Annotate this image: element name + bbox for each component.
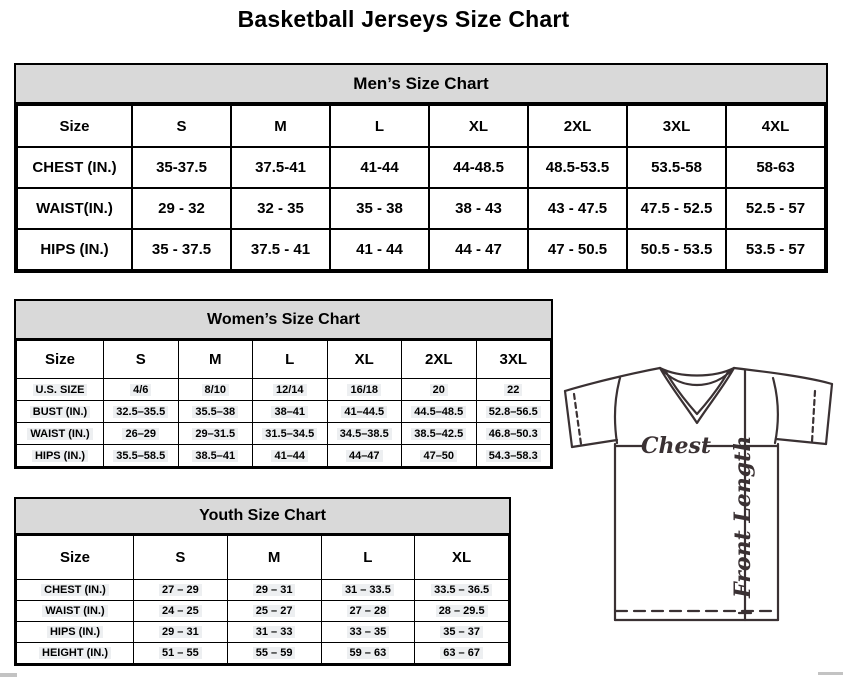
measurement-row xyxy=(17,188,825,229)
value-cell: 35.5–58.5 xyxy=(104,445,179,467)
size-header-3xl: 3XL xyxy=(476,341,551,379)
size-header-m: M xyxy=(227,536,321,580)
measurement-row xyxy=(17,622,509,643)
left-sleeve-bottom-edge xyxy=(572,440,617,447)
value-cell: 53.5-58 xyxy=(627,147,726,188)
womens-size-table xyxy=(16,340,551,467)
measurement-row xyxy=(17,643,509,664)
size-header-4xl: 4XL xyxy=(726,105,825,147)
value-cell: 29 – 31 xyxy=(134,622,228,643)
value-cell: 33.5 – 36.5 xyxy=(415,580,509,601)
value-cell: 31 – 33.5 xyxy=(321,580,415,601)
measurement-row xyxy=(17,580,509,601)
size-header-xl: XL xyxy=(327,341,402,379)
jersey-diagram-svg xyxy=(560,358,843,665)
womens-size-chart xyxy=(14,299,553,469)
value-cell: 8/10 xyxy=(178,379,253,401)
size-header-row xyxy=(17,341,551,379)
size-header-m: M xyxy=(178,341,253,379)
value-cell: 44-48.5 xyxy=(429,147,528,188)
value-cell: 41–44 xyxy=(253,445,328,467)
value-cell: 52.5 - 57 xyxy=(726,188,825,229)
chest-label: Chest xyxy=(640,433,712,459)
value-cell: 33 – 35 xyxy=(321,622,415,643)
left-cuff-dashed-line xyxy=(574,394,581,444)
value-cell: 27 – 29 xyxy=(134,580,228,601)
value-cell: 44.5–48.5 xyxy=(402,401,477,423)
collar-back-arc-outer xyxy=(660,368,734,376)
value-cell: 38–41 xyxy=(253,401,328,423)
bottom-left-fragment xyxy=(0,673,17,677)
youth-size-table xyxy=(16,535,509,664)
value-cell: 34.5–38.5 xyxy=(327,423,402,445)
mens-size-chart xyxy=(14,63,828,273)
value-cell: 52.8–56.5 xyxy=(476,401,551,423)
size-header-s: S xyxy=(134,536,228,580)
measurement-row xyxy=(17,445,551,467)
bottom-right-fragment xyxy=(818,672,843,675)
value-cell: 12/14 xyxy=(253,379,328,401)
value-cell: 38.5–41 xyxy=(178,445,253,467)
measurement-row xyxy=(17,601,509,622)
size-header-xl: XL xyxy=(415,536,509,580)
size-header-row xyxy=(17,536,509,580)
measurement-row xyxy=(17,423,551,445)
size-column-label: Size xyxy=(17,105,132,147)
size-header-l: L xyxy=(330,105,429,147)
size-header-xl: XL xyxy=(429,105,528,147)
value-cell: 38.5–42.5 xyxy=(402,423,477,445)
value-cell: 47.5 - 52.5 xyxy=(627,188,726,229)
value-cell: 29–31.5 xyxy=(178,423,253,445)
value-cell: 29 – 31 xyxy=(227,580,321,601)
left-sleeve-outer-edge xyxy=(565,391,572,447)
value-cell: 41-44 xyxy=(330,147,429,188)
value-cell: 25 – 27 xyxy=(227,601,321,622)
size-column-label: Size xyxy=(17,341,104,379)
value-cell: 37.5 - 41 xyxy=(231,229,330,270)
mens-size-table xyxy=(16,104,826,271)
value-cell: 37.5-41 xyxy=(231,147,330,188)
front-length-label: Front Length xyxy=(730,435,756,598)
measurement-row xyxy=(17,229,825,270)
value-cell: 44 - 47 xyxy=(429,229,528,270)
value-cell: 24 – 25 xyxy=(134,601,228,622)
row-label: HIPS (IN.) xyxy=(17,622,134,643)
value-cell: 41–44.5 xyxy=(327,401,402,423)
value-cell: 27 – 28 xyxy=(321,601,415,622)
row-label: HEIGHT (IN.) xyxy=(17,643,134,664)
left-sleeve-seam xyxy=(615,378,620,443)
right-sleeve-outer-edge xyxy=(826,384,832,444)
value-cell: 20 xyxy=(402,379,477,401)
value-cell: 55 – 59 xyxy=(227,643,321,664)
measurement-row xyxy=(17,401,551,423)
value-cell: 31.5–34.5 xyxy=(253,423,328,445)
value-cell: 51 – 55 xyxy=(134,643,228,664)
value-cell: 38 - 43 xyxy=(429,188,528,229)
value-cell: 47–50 xyxy=(402,445,477,467)
value-cell: 41 - 44 xyxy=(330,229,429,270)
value-cell: 35 – 37 xyxy=(415,622,509,643)
row-label: U.S. SIZE xyxy=(17,379,104,401)
value-cell: 50.5 - 53.5 xyxy=(627,229,726,270)
value-cell: 53.5 - 57 xyxy=(726,229,825,270)
row-label: HIPS (IN.) xyxy=(17,445,104,467)
size-header-2xl: 2XL xyxy=(528,105,627,147)
size-header-l: L xyxy=(253,341,328,379)
right-cuff-dashed-line xyxy=(812,391,815,442)
size-header-s: S xyxy=(104,341,179,379)
right-sleeve-bottom-edge xyxy=(776,439,826,444)
value-cell: 22 xyxy=(476,379,551,401)
measurement-row xyxy=(17,379,551,401)
right-sleeve-seam xyxy=(773,378,778,443)
left-shoulder-line xyxy=(565,368,660,391)
value-cell: 26–29 xyxy=(104,423,179,445)
value-cell: 48.5-53.5 xyxy=(528,147,627,188)
size-header-2xl: 2XL xyxy=(402,341,477,379)
value-cell: 29 - 32 xyxy=(132,188,231,229)
measurement-row xyxy=(17,147,825,188)
row-label: WAIST (IN.) xyxy=(17,601,134,622)
value-cell: 44–47 xyxy=(327,445,402,467)
row-label: CHEST (IN.) xyxy=(17,147,132,188)
size-header-m: M xyxy=(231,105,330,147)
value-cell: 32.5–35.5 xyxy=(104,401,179,423)
size-header-l: L xyxy=(321,536,415,580)
row-label: BUST (IN.) xyxy=(17,401,104,423)
value-cell: 47 - 50.5 xyxy=(528,229,627,270)
womens-chart-title: Women’s Size Chart xyxy=(16,301,551,340)
value-cell: 59 – 63 xyxy=(321,643,415,664)
page-title: Basketball Jerseys Size Chart xyxy=(237,6,570,32)
row-label: WAIST (IN.) xyxy=(17,423,104,445)
size-column-label: Size xyxy=(17,536,134,580)
value-cell: 4/6 xyxy=(104,379,179,401)
value-cell: 35 - 38 xyxy=(330,188,429,229)
value-cell: 35 - 37.5 xyxy=(132,229,231,270)
value-cell: 32 - 35 xyxy=(231,188,330,229)
row-label: CHEST (IN.) xyxy=(17,580,134,601)
row-label: WAIST(IN.) xyxy=(17,188,132,229)
value-cell: 31 – 33 xyxy=(227,622,321,643)
value-cell: 16/18 xyxy=(327,379,402,401)
value-cell: 63 – 67 xyxy=(415,643,509,664)
youth-chart-title: Youth Size Chart xyxy=(16,499,509,535)
value-cell: 54.3–58.3 xyxy=(476,445,551,467)
value-cell: 43 - 47.5 xyxy=(528,188,627,229)
value-cell: 46.8–50.3 xyxy=(476,423,551,445)
size-header-s: S xyxy=(132,105,231,147)
mens-chart-title: Men’s Size Chart xyxy=(16,65,826,104)
value-cell: 35-37.5 xyxy=(132,147,231,188)
jersey-measurement-diagram xyxy=(560,358,843,665)
right-shoulder-line xyxy=(734,368,832,384)
value-cell: 58-63 xyxy=(726,147,825,188)
size-header-row xyxy=(17,105,825,147)
youth-size-chart xyxy=(14,497,511,666)
value-cell: 35.5–38 xyxy=(178,401,253,423)
size-header-3xl: 3XL xyxy=(627,105,726,147)
row-label: HIPS (IN.) xyxy=(17,229,132,270)
value-cell: 28 – 29.5 xyxy=(415,601,509,622)
